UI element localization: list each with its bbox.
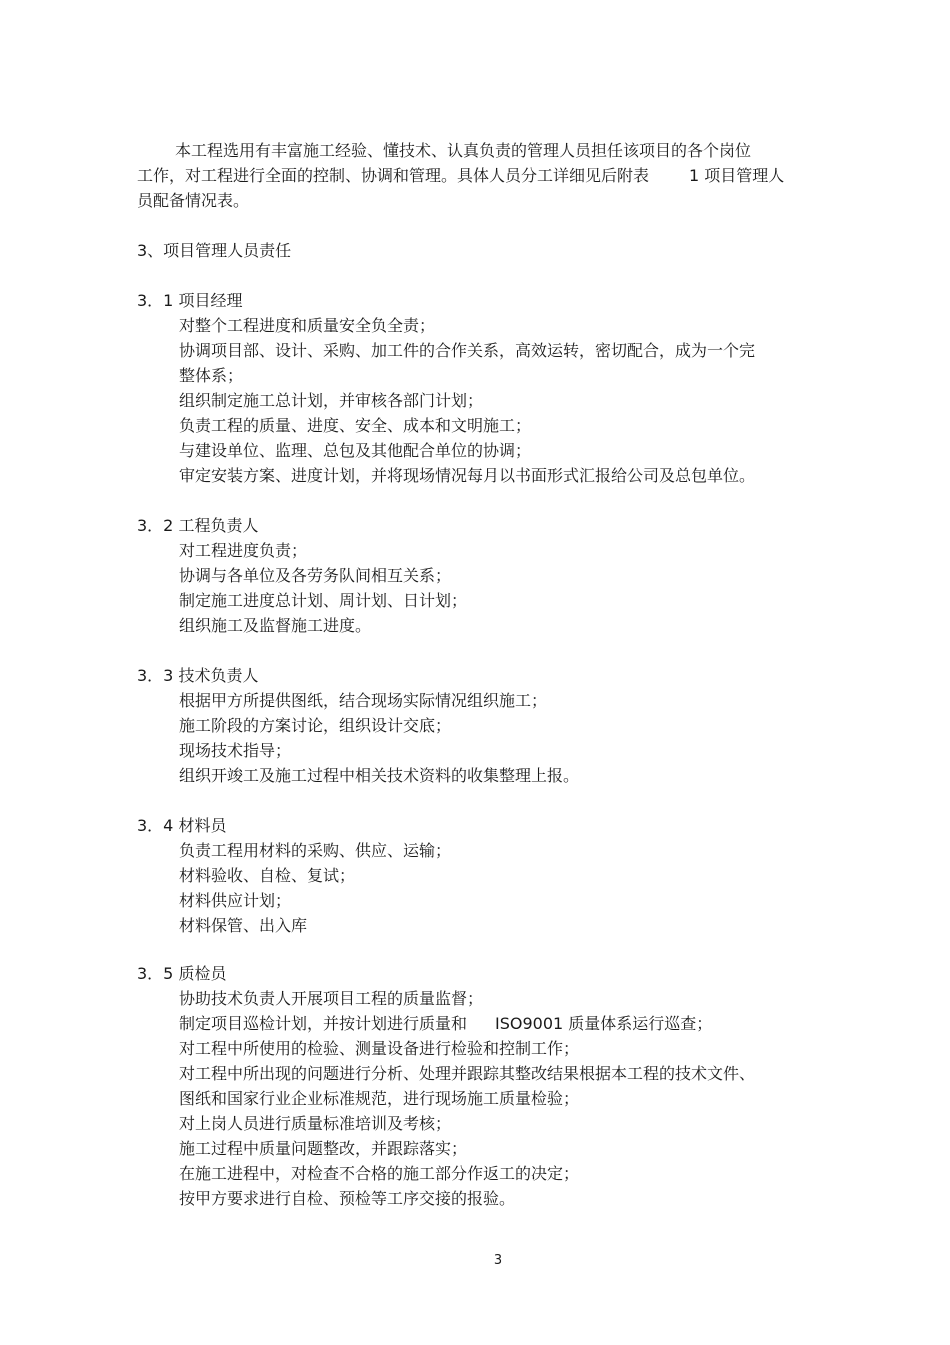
list-item: 负责工程的质量、进度、安全、成本和文明施工； bbox=[179, 416, 532, 435]
list-item: 对工程中所使用的检验、测量设备进行检验和控制工作； bbox=[179, 1039, 580, 1058]
list-item: 审定安装方案、进度计划，并将现场情况每月以书面形式汇报给公司及总包单位。 bbox=[179, 466, 756, 485]
list-item: 对整个工程进度和质量安全负全责； bbox=[179, 316, 436, 335]
list-item: 在施工进程中，对检查不合格的施工部分作返工的决定； bbox=[179, 1164, 580, 1183]
intro-line-2-table-ref: 1 项目管理人 bbox=[689, 166, 785, 185]
list-item: 现场技术指导； bbox=[179, 741, 292, 760]
section-heading: 3．5 质检员 bbox=[137, 964, 227, 983]
list-item: 材料验收、自检、复试； bbox=[179, 866, 356, 885]
list-item: 组织开竣工及施工过程中相关技术资料的收集整理上报。 bbox=[179, 766, 580, 785]
page-number: 3 bbox=[493, 1253, 503, 1268]
section-engineering-lead bbox=[137, 513, 862, 638]
list-item: 组织施工及监督施工进度。 bbox=[179, 616, 372, 635]
list-item-iso-text: ISO9001 质量体系运行巡查； bbox=[495, 1014, 713, 1033]
intro-line-2 bbox=[137, 163, 862, 188]
list-item: 施工过程中质量问题整改，并跟踪落实； bbox=[179, 1139, 468, 1158]
duty-list bbox=[137, 986, 862, 1211]
section-project-manager bbox=[137, 288, 862, 488]
section-heading: 3．4 材料员 bbox=[137, 816, 227, 835]
list-item: 协调与各单位及各劳务队间相互关系； bbox=[179, 566, 452, 585]
duty-list bbox=[137, 838, 862, 938]
section-quality-inspector bbox=[137, 961, 862, 1211]
list-item: 对工程进度负责； bbox=[179, 541, 308, 560]
list-item: 对上岗人员进行质量标准培训及考核； bbox=[179, 1114, 452, 1133]
section-heading: 3．2 工程负责人 bbox=[137, 516, 259, 535]
section-heading: 3．3 技术负责人 bbox=[137, 666, 259, 685]
duty-list bbox=[137, 688, 862, 788]
duty-list bbox=[137, 313, 862, 488]
section-technical-lead bbox=[137, 663, 862, 788]
list-item: 图纸和国家行业企业标准规范，进行现场施工质量检验； bbox=[179, 1089, 580, 1108]
list-item: 施工阶段的方案讨论，组织设计交底； bbox=[179, 716, 452, 735]
list-item: 协调项目部、设计、采购、加工件的合作关系，高效运转，密切配合，成为一个完 bbox=[179, 341, 756, 360]
intro-line-1: 本工程选用有丰富施工经验、懂技术、认真负责的管理人员担任该项目的各个岗位 bbox=[175, 141, 752, 160]
section-heading: 3．1 项目经理 bbox=[137, 291, 243, 310]
list-item: 协助技术负责人开展项目工程的质量监督； bbox=[179, 989, 484, 1008]
section-title-block bbox=[137, 238, 862, 263]
list-item: 与建设单位、监理、总包及其他配合单位的协调； bbox=[179, 441, 532, 460]
intro-line-3: 员配备情况表。 bbox=[137, 191, 250, 210]
list-item: 根据甲方所提供图纸，结合现场实际情况组织施工； bbox=[179, 691, 548, 710]
list-item: 对工程中所出现的问题进行分析、处理并跟踪其整改结果根据本工程的技术文件、 bbox=[179, 1064, 756, 1083]
list-item: 负责工程用材料的采购、供应、运输； bbox=[179, 841, 452, 860]
list-item: 材料保管、出入库 bbox=[179, 916, 308, 935]
intro-paragraph bbox=[137, 138, 862, 213]
list-item: 组织制定施工总计划，并审核各部门计划； bbox=[179, 391, 484, 410]
list-item bbox=[179, 1011, 862, 1036]
intro-line-2-text: 工作，对工程进行全面的控制、协调和管理。具体人员分工详细见后附表 bbox=[137, 166, 650, 185]
list-item: 按甲方要求进行自检、预检等工序交接的报验。 bbox=[179, 1189, 516, 1208]
section-materials-officer bbox=[137, 813, 862, 938]
list-item: 整体系； bbox=[179, 366, 244, 385]
section-title: 3、项目管理人员责任 bbox=[137, 241, 292, 260]
duty-list bbox=[137, 538, 862, 638]
list-item-text: 制定项目巡检计划，并按计划进行质量和 bbox=[179, 1014, 468, 1033]
list-item: 材料供应计划； bbox=[179, 891, 292, 910]
list-item: 制定施工进度总计划、周计划、日计划； bbox=[179, 591, 468, 610]
